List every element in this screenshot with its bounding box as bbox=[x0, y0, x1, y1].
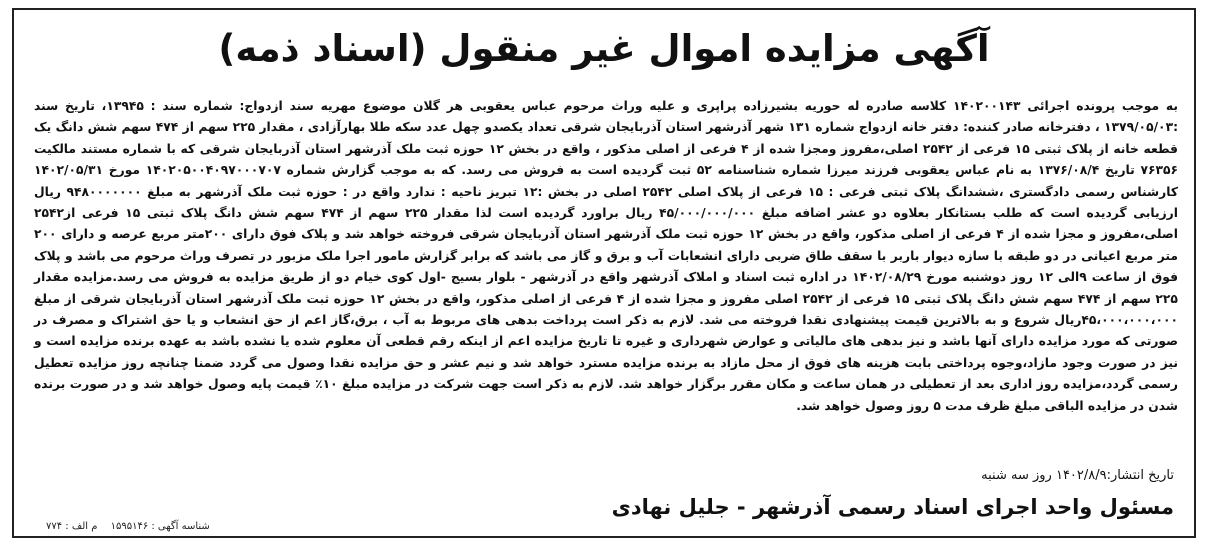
signature-line: مسئول واحد اجرای اسناد رسمی آذرشهر - جلیل نهادی bbox=[611, 495, 1174, 519]
ad-code: م الف : ۷۷۴ bbox=[46, 521, 98, 532]
notice-body: به موجب پرونده اجرائی ۱۴۰۲۰۰۱۴۳ کلاسه صادره له حوریه بشیرزاده پراپری و علیه وراث مرحوم عباس یعقوبی هر گلان موضوع مهریه سند ازدواج: شماره سند : ۱۳۹۴۵، تاریخ سند :۱۳۷۹/۰۵/۰۳ ، دفترخانه صادر کننده: دفتر خانه ازدواج شماره ۱۳۱ شهر آذرشهر استان آذربایجان شرقی تعداد یکصدو چهل عدد سکه طلا بهارآزادی ، مقدار ۲۲۵ سهم از ۴۷۴ سهم شش دانگ یک قطعه خانه از پلاک ثبتی ۱۵ فرعی از ۲۵۴۲ اصلی،مفروز ومجزا شده از ۴ فرعی از اصلی مذکور ، واقع در بخش ۱۲ حوزه ثبت ملک آذرشهر استان آذربایجان شرقی که با شماره مستند مالکیت ۷۶۳۵۶ تاریخ ۱۳۷۶/۰۸/۴ به نام عباس یعقوبی فرزند میرزا شماره شناسنامه ۵۲ ثبت گردیده است به فروش می رسد. که به موجب گزارش شماره ۱۴۰۲۰۵۰۰۴۰۹۷۰۰۰۷۰۷ مورخ ۱۴۰۲/۰۵/۳۱ کارشناس رسمی دادگستری ،ششدانگ پلاک ثبتی فرعی : ۱۵ فرعی از پلاک اصلی ۲۵۴۲ اصلی در بخش :۱۲ تبریز ناحیه : ندارد واقع در : حوزه ثبت ملک آذرشهر به مبلغ ۹۴۸۰۰۰۰۰۰۰ ریال ارزیابی گردیده است که طلب بستانکار بعلاوه دو عشر اضافه مبلغ ۴۵/۰۰۰/۰۰۰/۰۰۰ ریال براورد گردیده است لذا مقدار ۲۲۵ سهم از ۴۷۴ سهم شش دانگ پلاک ثبتی ۱۵ فرعی از۲۵۴۲ اصلی،مفروز و مجزا شده از ۴ فرعی از اصلی مذکور، واقع در بخش ۱۲ حوزه ثبت ملک آذرشهر استان آذربایجان شرقی فروخته خواهد شد و پلاک فوق دارای ۲۰۰متر مربع عرصه و دارای ۲۰۰ متر مربع اعیانی در دو طبقه با سازه دیوار باربر با سقف طاق ضربی دارای انشعابات آب و برق و گاز می باشد که برابر گزارش مامور اجرا ملک مزبور در تصرف وراث مرحوم می باشد و پلاک فوق از ساعت ۹الی ۱۲ روز دوشنبه مورخ ۱۴۰۲/۰۸/۲۹ در اداره ثبت اسناد و املاک آذرشهر واقع در آذرشهر - بلوار بسیج -اول کوی خیام دو از طریق مزایده به فروش می رسد.مزایده مقدار ۲۲۵ سهم از ۴۷۴ سهم شش دانگ پلاک ثبتی ۱۵ فرعی از ۲۵۴۲ اصلی مفروز و مجزا شده از ۴ فرعی از اصلی مذکور، واقع در بخش ۱۲ حوزه ثبت ملک آذرشهر استان آذربایجان شرقی از مبلغ ۴۵،۰۰۰،۰۰۰،۰۰۰ریال شروع و به بالاترین قیمت پیشنهادی نقدا فروخته می شد. لازم به ذکر است پرداخت بدهی های مربوط به آب ، برق،گاز اعم از حق انشعاب و یا حق اشتراک و مصرف در صورتی که مورد مزایده دارای آنها باشد و نیز بدهی های مالیاتی و عوارض شهرداری و غیره تا تاریخ مزایده اعم از اینکه رقم قطعی آن معلوم شده یا نشده باشد به عهده برنده مزایده است و نیز در صورت وجود مازاد،وجوه پرداختی بابت هزینه های فوق از محل مازاد به برنده مزایده مسترد خواهد شد و نیم عشر و حق مزایده نقدا وصول می گردد ضمنا چنانچه روز مزایده تعطیل رسمی گردد،مزایده روز اداری بعد از تعطیلی در همان ساعت و مکان مقرر برگزار خواهد شد. لازم به ذکر است جهت شرکت در مزایده مبلغ ۱۰٪ قیمت پایه وصول خواهد شد و در صورت برنده شدن در مزایده الباقی مبلغ ظرف مدت ۵ روز وصول خواهد شد. bbox=[34, 99, 1179, 413]
ad-meta bbox=[36, 521, 210, 532]
ad-id: شناسه آگهی : ۱۵۹۵۱۴۶ bbox=[110, 521, 210, 532]
publish-date: تاریخ انتشار:۱۴۰۲/۸/۹ روز سه شنبه bbox=[981, 468, 1174, 483]
notice-frame bbox=[12, 8, 1196, 538]
notice-title: آگهی مزایده اموال غیر منقول (اسناد ذمه) bbox=[218, 27, 990, 70]
